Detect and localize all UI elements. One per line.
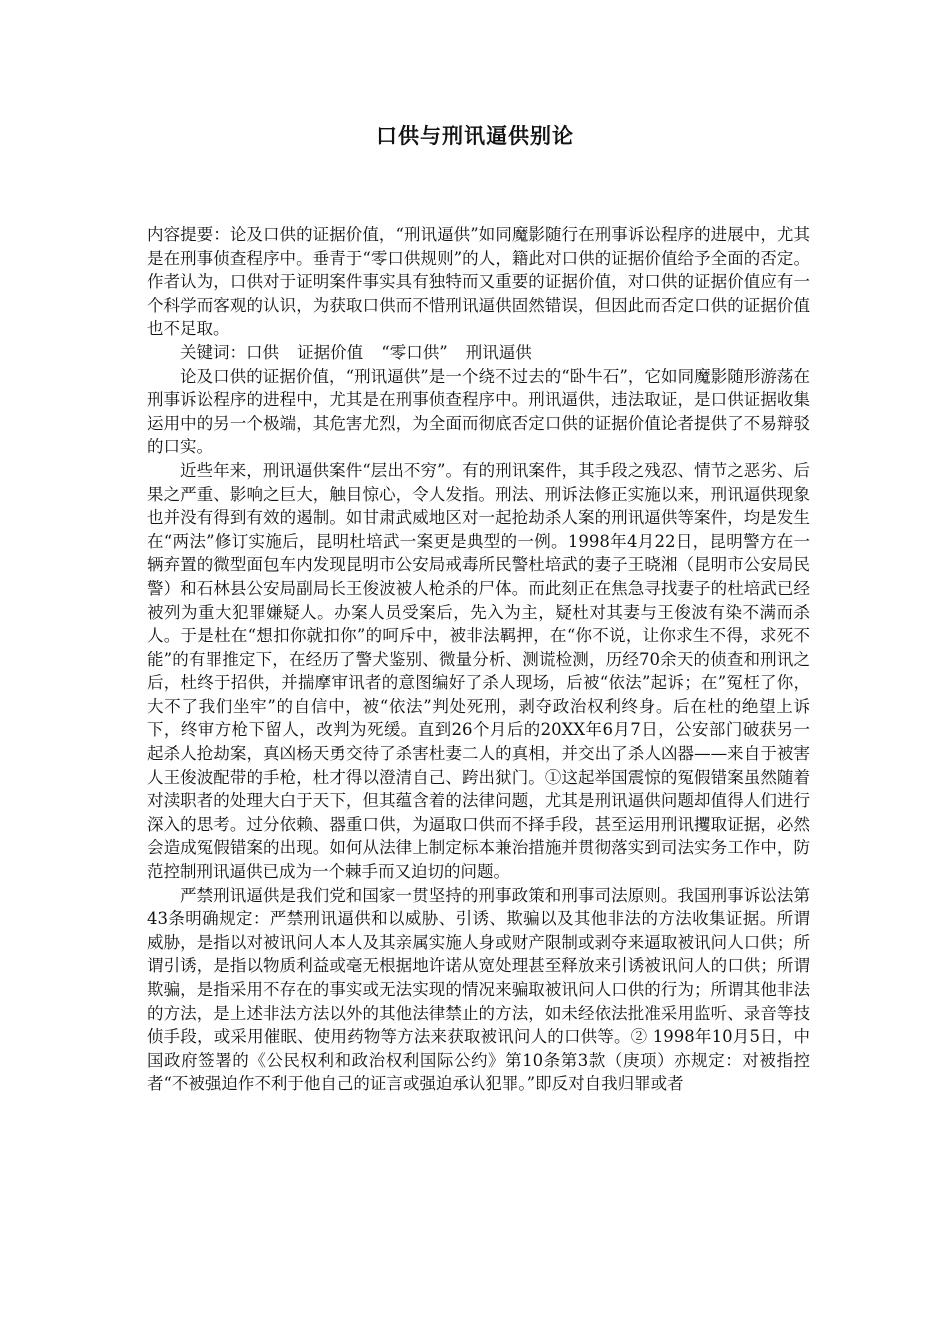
document-body bbox=[147, 223, 810, 1096]
keywords-line bbox=[147, 341, 810, 365]
keyword: “零口供” bbox=[381, 342, 448, 362]
body-paragraph: 严禁刑讯逼供是我们党和国家一贯坚持的刑事政策和刑事司法原则。我国刑事诉讼法第43条明确规定：严禁刑讯逼供和以威胁、引诱、欺骗以及其他非法的方法收集证据。所谓威胁，是指以对被讯问人本人及其亲属实施人身或财产限制或剥夺来逼取被讯问人口供；所谓引诱，是指以物质利益或毫无根据地许诺从宽处理甚至释放来引诱被讯问人的口供；所谓欺骗，是指采用不存在的事实或无法实现的情况来骗取被讯问人口供的行为；所谓其他非法的方法，是上述非法方法以外的其他法律禁止的方法，如未经依法批准采用监听、录音等技侦手段，或采用催眠、使用药物等方法来获取被讯问人的口供等。② 1998年10月5日，中国政府签署的《公民权利和政治权利国际公约》第10条第3款（庚项）亦规定：对被指控者“不被强迫作不利于他自己的证言或强迫承认犯罪。”即反对自我归罪或者 bbox=[147, 885, 810, 1094]
body-paragraph: 近些年来，刑讯逼供案件“层出不穷”。有的刑讯案件，其手段之残忍、情节之恶劣、后果之严重、影响之巨大，触目惊心，令人发指。刑法、刑诉法修正实施以来，刑讯逼供现象也并没有得到有效的遏制。如甘肃武威地区对一起抢劫杀人案的刑讯逼供等案件，均是发生在“两法”修订实施后，昆明杜培武一案更是典型的一例。1998年4月22日，昆明警方在一辆弃置的微型面包车内发现昆明市公安局戒毒所民警杜培武的妻子王晓湘（昆明市公安局民警）和石林县公安局副局长王俊波被人枪杀的尸体。而此刻正在焦急寻找妻子的杜培武已经被列为重大犯罪嫌疑人。办案人员受案后，先入为主，疑杜对其妻与王俊波有染不满而杀人。于是杜在“想扣你就扣你”的呵斥中，被非法羁押，在“你不说，让你求生不得，求死不能”的有罪推定下，在经历了警犬鉴别、微量分析、测谎检测，历经70余天的侦查和刑讯之后，杜终于招供，并揣摩审讯者的意图编好了杀人现场，后被“依法”起诉；在”冤枉了你，大不了我们坐牢”的自信中，被“依法”判处死刑，剥夺政治权利终身。后在杜的绝望上诉下，终审方枪下留人，改判为死缓。直到26个月后的20XX年6月7日，公安部门破获另一起杀人抢劫案，真凶杨天勇交待了杀害杜妻二人的真相，并交出了杀人凶器——来自于被害人王俊波配带的手枪，杜才得以澄清自己、跨出狱门。①这起举国震惊的冤假错案虽然随着对渎职者的处理大白于天下，但其蕴含着的法律问题，尤其是刑讯逼供问题却值得人们进行深入的思考。过分依赖、器重口供，为逼取口供而不择手段，甚至运用刑讯攫取证据，必然会造成冤假错案的出现。如何从法律上制定标本兼治措施并贯彻落实到司法实务工作中，防范控制刑讯逼供已成为一个棘手而又迫切的问题。 bbox=[147, 460, 810, 882]
document-title: 口供与刑讯逼供别论 bbox=[376, 124, 574, 148]
abstract-paragraph: 内容提要：论及口供的证据价值，“刑讯逼供”如同魔影随行在刑事诉讼程序的进展中，尤其是在刑事侦查程序中。垂青于“零口供规则”的人，籍此对口供的证据价值给予全面的否定。作者认为，口供对于证明案件事实具有独特而又重要的证据价值，对口供的证据价值应有一个科学而客观的认识，为获取口供而不惜刑讯逼供固然错误，但因此而否定口供的证据价值也不足取。 bbox=[147, 225, 810, 339]
keyword: 刑讯逼供 bbox=[465, 342, 532, 362]
keyword: 证据价值 bbox=[297, 342, 364, 362]
keyword: 口供 bbox=[246, 342, 279, 362]
keywords-label: 关键词： bbox=[180, 342, 246, 362]
body-paragraph: 论及口供的证据价值，“刑讯逼供”是一个绕不过去的“卧牛石”，它如同魔影随形游荡在刑事诉讼程序的进程中，尤其是在刑事侦查程序中。刑讯逼供，违法取证，是口供证据收集运用中的另一个极端，其危害尤烈，为全面而彻底否定口供的证据价值论者提供了不易辩驳的口实。 bbox=[147, 366, 810, 457]
